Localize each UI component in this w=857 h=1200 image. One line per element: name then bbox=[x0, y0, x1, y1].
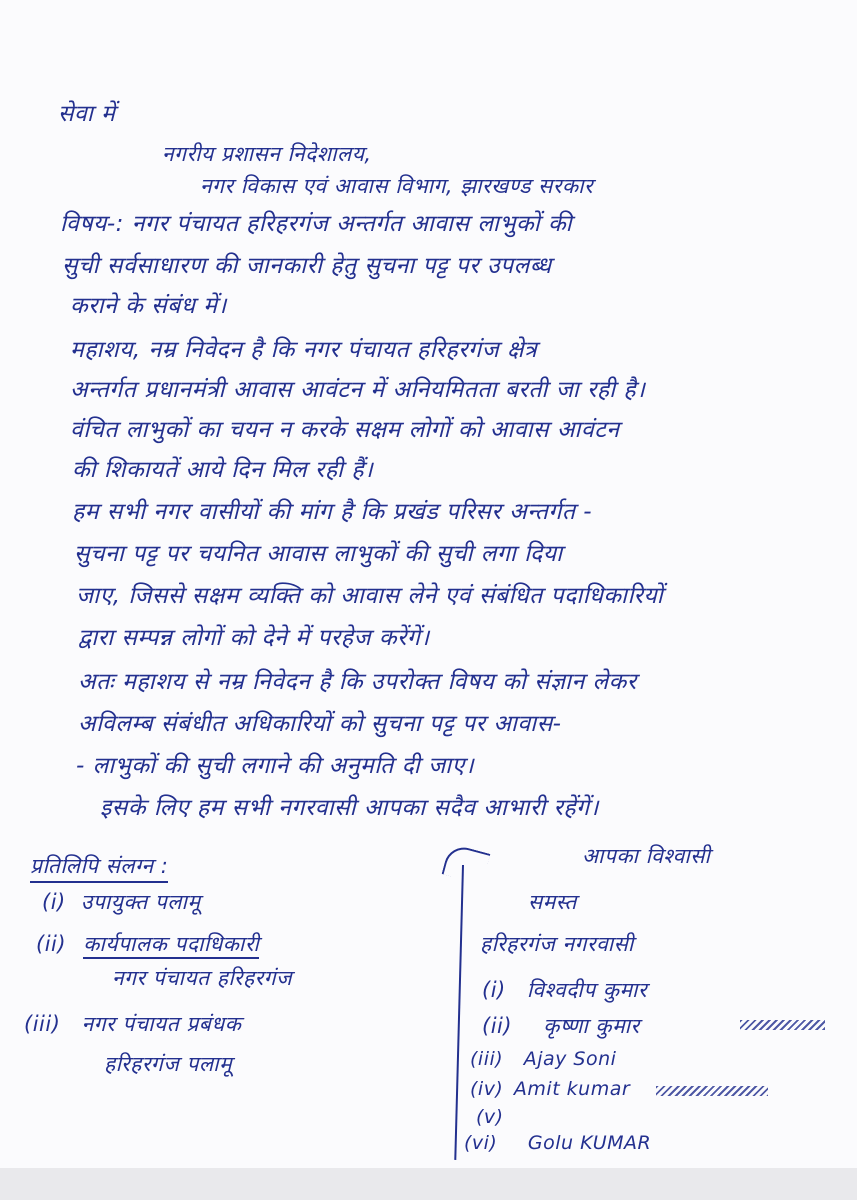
body-line: अतः महाशय से नम्र निवेदन है कि उपरोक्त विषय को संज्ञान लेकर bbox=[78, 669, 637, 695]
body-line: जाए, जिससे सक्षम व्यक्ति को आवास लेने एवं संबंधित पदाधिकारियों bbox=[76, 583, 664, 609]
signatory-line-1: समस्त bbox=[528, 890, 577, 914]
signature-number: (iii) bbox=[470, 1048, 504, 1070]
copy-text: उपायुक्त पलामू bbox=[80, 890, 201, 914]
signature-scribble bbox=[656, 1086, 768, 1096]
signature-stroke bbox=[442, 843, 491, 885]
body-line: इसके लिए हम सभी नगरवासी आपका सदैव आभारी रहेंगें। bbox=[100, 795, 599, 821]
subject-line-1: विषय-: नगर पंचायत हरिहरगंज अन्तर्गत आवास लाभुकों की bbox=[60, 211, 573, 237]
recipient-line-2: नगर विकास एवं आवास विभाग, झारखण्ड सरकार bbox=[200, 174, 594, 198]
body-line: सुचना पट्ट पर चयनित आवास लाभुकों की सुची लगा दिया bbox=[74, 541, 563, 567]
body-line: अविलम्ब संबंधीत अधिकारियों को सुचना पट्ट पर आवास- bbox=[78, 711, 562, 737]
signature-number: (i) bbox=[482, 978, 506, 1002]
subject-line-2: सुची सर्वसाधारण की जानकारी हेतु सुचना पट्ट पर उपलब्ध bbox=[62, 253, 552, 279]
copy-item-continued: नगर पंचायत हरिहरगंज bbox=[112, 966, 293, 990]
signature-scribble bbox=[740, 1020, 825, 1030]
signature-entry bbox=[464, 1132, 651, 1154]
signature-entry bbox=[482, 976, 647, 1004]
signature-entry bbox=[476, 1106, 504, 1128]
signature-name: Amit kumar bbox=[513, 1078, 631, 1100]
copy-text: नगर पंचायत प्रबंधक bbox=[81, 1012, 242, 1036]
body-line: - लाभुकों की सुची लगाने की अनुमति दी जाए। bbox=[76, 753, 475, 779]
copy-number: (i) bbox=[42, 890, 66, 914]
signature-entry bbox=[470, 1048, 616, 1070]
body-line: की शिकायतें आये दिन मिल रही हैं। bbox=[72, 457, 374, 483]
body-line: हम सभी नगर वासीयों की मांग है कि प्रखंड परिसर अन्तर्गत - bbox=[72, 499, 593, 525]
signature-name: Ajay Soni bbox=[523, 1048, 617, 1070]
copy-text: कार्यपालक पदाधिकारी bbox=[83, 932, 259, 959]
signature-line bbox=[454, 865, 464, 1160]
signature-entry bbox=[470, 1078, 630, 1100]
salutation: सेवा में bbox=[58, 101, 116, 127]
copy-item-continued: हरिहरगंज पलामू bbox=[104, 1052, 233, 1076]
signature-number: (v) bbox=[476, 1106, 504, 1128]
signature-number: (ii) bbox=[482, 1014, 513, 1038]
recipient-line-1: नगरीय प्रशासन निदेशालय, bbox=[162, 142, 372, 166]
copy-item bbox=[36, 930, 259, 958]
signature-number: (vi) bbox=[464, 1132, 498, 1154]
signature-name: Golu KUMAR bbox=[527, 1132, 652, 1154]
copy-number: (ii) bbox=[36, 932, 67, 956]
copy-number: (iii) bbox=[24, 1012, 61, 1036]
body-line: अन्तर्गत प्रधानमंत्री आवास आवंटन में अनियमितता बरती जा रही है। bbox=[70, 377, 646, 403]
body-line: द्वारा सम्पन्न लोगों को देने में परहेज करेंगें। bbox=[78, 625, 430, 651]
signatory-line-2: हरिहरगंज नगरवासी bbox=[480, 932, 634, 956]
body-line: वंचित लाभुकों का चयन न करके सक्षम लोगों को आवास आवंटन bbox=[70, 417, 620, 443]
bottom-margin bbox=[0, 1168, 857, 1200]
copy-item bbox=[42, 888, 201, 916]
signature-entry bbox=[482, 1012, 640, 1040]
signature-number: (iv) bbox=[470, 1078, 504, 1100]
body-line: महाशय, नम्र निवेदन है कि नगर पंचायत हरिहरगंज क्षेत्र bbox=[70, 337, 538, 363]
signature-name: कृष्णा कुमार bbox=[543, 1014, 640, 1038]
signature-name: विश्वदीप कुमार bbox=[526, 978, 648, 1002]
copy-item bbox=[24, 1010, 241, 1038]
closing: आपका विश्वासी bbox=[582, 844, 711, 868]
copy-heading: प्रतिलिपि संलग्न : bbox=[30, 852, 168, 883]
subject-line-3: कराने के संबंध में। bbox=[70, 293, 227, 319]
